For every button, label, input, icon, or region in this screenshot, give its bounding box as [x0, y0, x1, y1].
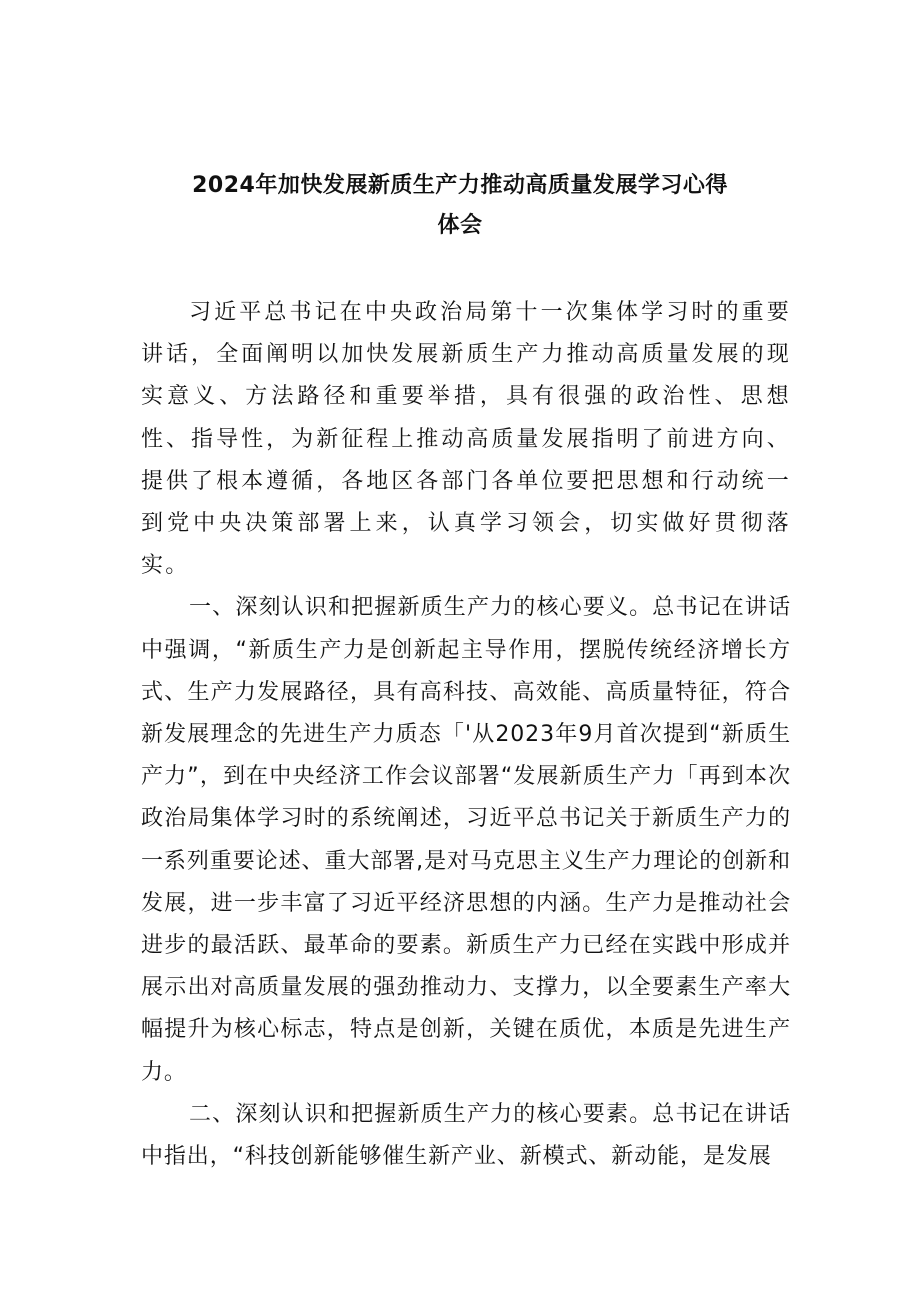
document-body [141, 292, 791, 1178]
paragraph-intro: 习近平总书记在中央政治局第十一次集体学习时的重要讲话，全面阐明以加快发展新质生产力推动高质量发展的现实意义、方法路径和重要举措，具有很强的政治性、思想性、指导性，为新征程上推动高质量发展指明了前进方向、提供了根本遵循，各地区各部门各单位要把思想和行动统一到党中央决策部署上来，认真学习领会，切实做好贯彻落实。 [141, 300, 791, 579]
paragraph-section-1: 一、深刻认识和把握新质生产力的核心要义。总书记在讲话中强调，“新质生产力是创新起主导作用，摆脱传统经济增长方式、生产力发展路径，具有高科技、高效能、高质量特征，符合新发展理念的先进生产力质态「'从2023年9月首次提到“新质生产力”，到在中央经济工作会议部署“发展新质生产力「再到本次政治局集体学习时的系统阐述，习近平总书记关于新质生产力的一系列重要论述、重大部署,是对马克思主义生产力理论的创新和发展，进一步丰富了习近平经济思想的内涵。生产力是推动社会进步的最活跃、最革命的要素。新质生产力已经在实践中形成并展示出对高质量发展的强劲推动力、支撑力，以全要素生产率大幅提升为核心标志，特点是创新，关键在质优，本质是先进生产力。 [141, 595, 791, 1085]
title-line-2: 体会 [437, 213, 483, 238]
document-title [0, 166, 920, 246]
title-line-1: 2024年加快发展新质生产力推动高质量发展学习心得 [192, 173, 728, 198]
paragraph-section-2: 二、深刻认识和把握新质生产力的核心要素。总书记在讲话中指出，“科技创新能够催生新产业、新模式、新动能，是发展 [141, 1101, 791, 1170]
